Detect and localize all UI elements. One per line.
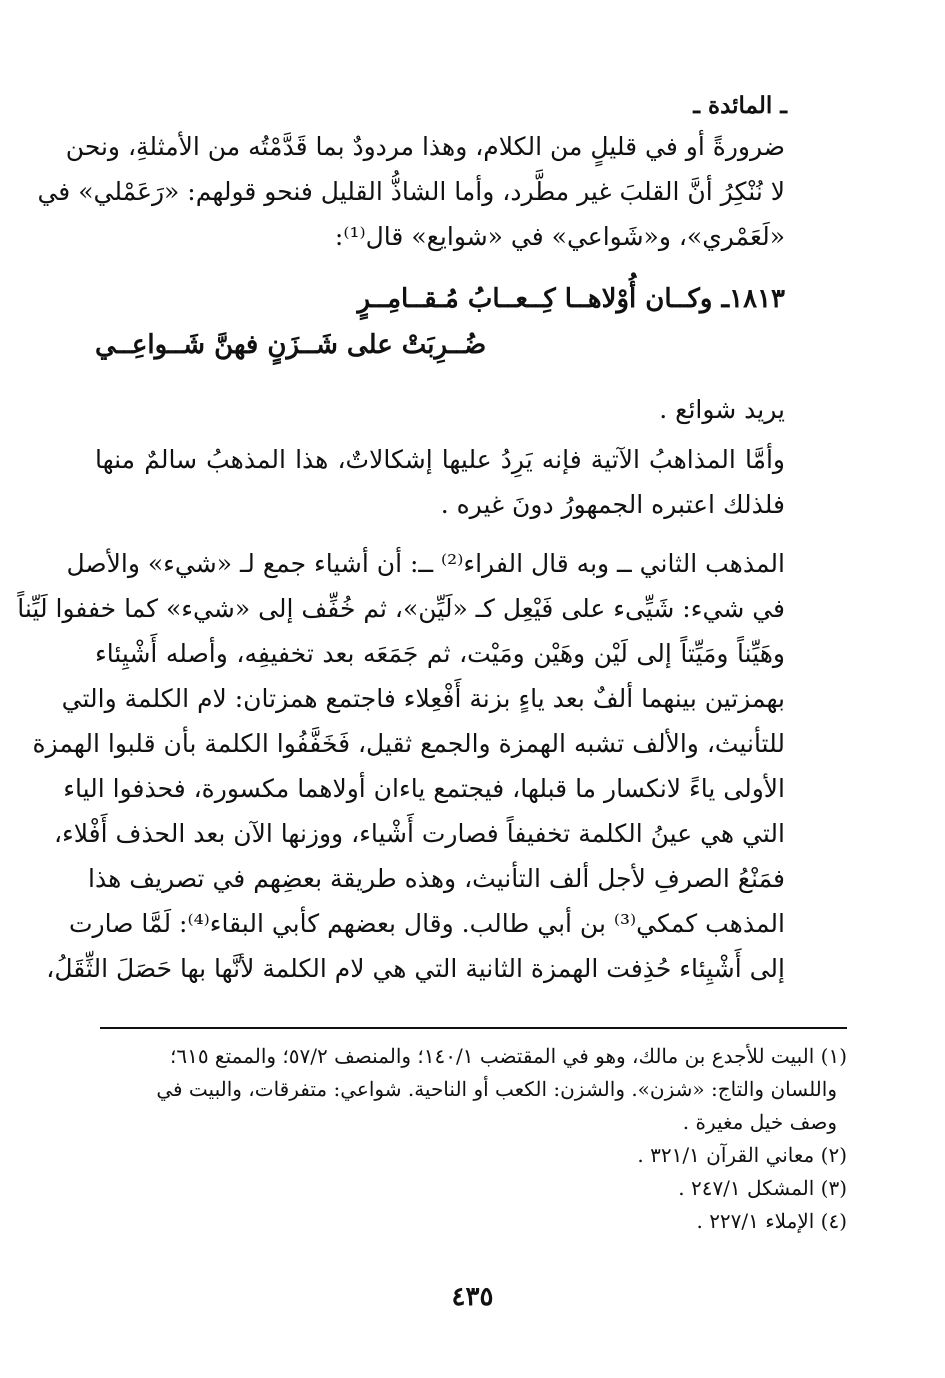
- text-line: المذهب الثاني ــ وبه قال الفراء⁽²⁾ ــ: أن أشياء جمع لـ «شيء» والأصل: [66, 549, 785, 578]
- paragraph-1: [37, 124, 785, 259]
- text-line: وهَيِّناً ومَيِّتاً إلى لَيْن وهَيْن ومَيْت، ثم جَمَعَه بعد تخفيفِه، وأصله أَشْيِئاء: [95, 639, 785, 668]
- footnote-line: واللسان والتاج: «شزن». والشزن: الكعب أو الناحية. شواعي: متفرقات، والبيت في: [156, 1077, 837, 1101]
- footnote-line: وصف خيل مغيرة .: [682, 1110, 837, 1134]
- text-line: ضرورةً أو في قليلٍ من الكلام، وهذا مردودٌ بما قَدَّمْتُه من الأمثلةِ، ونحن: [65, 132, 785, 161]
- text-line: لا نُنْكِرُ أنَّ القلبَ غير مطَّرد، وأما الشاذُّ القليل فنحو قولهم: «رَعَمْلي» في: [37, 177, 785, 206]
- text-line: إلى أَشْيِئاء حُذِفت الهمزة الثانية التي هي لام الكلمة لأنَّها بها حَصَلَ الثِّقَلُ،: [46, 954, 785, 983]
- paragraph-4: [17, 541, 785, 991]
- text-line: يريد شوائع .: [659, 395, 785, 424]
- footnote-line: (٣) المشكل ٢٤٧/١ .: [678, 1176, 847, 1200]
- text-line: للتأنيث، والألف تشبه الهمزة والجمع ثقيل، فَخَفَّفُوا الكلمة بأن قلبوا الهمزة: [32, 729, 785, 758]
- running-header: ـ المائدة ـ: [693, 92, 787, 119]
- text-line: فلذلك اعتبره الجمهورُ دونَ غيره .: [440, 490, 785, 519]
- verse-first-hemistich: ١٨١٣ـ وكــان أُوْلاهــا كِــعــابُ مُـقــامِــرٍ: [357, 284, 785, 314]
- text-line: في شيء: شَيِّىء على فَيْعِل كـ «لَيِّن»، ثم خُفِّف إلى «شيء» كما خففوا لَيِّناً: [17, 594, 785, 623]
- footnote-line: (١) البيت للأجدع بن مالك، وهو في المقتضب ١٤٠/١؛ والمنصف ٥٧/٢؛ والممتع ٦١٥؛: [169, 1044, 847, 1068]
- text-line: التي هي عينُ الكلمة تخفيفاً فصارت أَشْياء، ووزنها الآن بعد الحذف أَفْلاء،: [53, 819, 785, 848]
- text-line: الأولى ياءً لانكسار ما قبلها، فيجتمع ياءان أولاهما مكسورة، فحذفوا الياء: [63, 774, 785, 803]
- verse-second-hemistich: ضُــرِبَتْ على شَــزَنٍ فهنَّ شَــواعِــي: [95, 330, 487, 360]
- text-line: فمَنْعُ الصرفِ لأجل ألف التأنيث، وهذه طريقة بعضِهم في تصريف هذا: [88, 864, 785, 893]
- footnotes: [92, 1040, 847, 1238]
- text-line: المذهب كمكي⁽³⁾ بن أبي طالب. وقال بعضهم كأبي البقاء⁽⁴⁾: لَمَّا صارت: [68, 909, 785, 938]
- footnote-line: (٢) معاني القرآن ٣٢١/١ .: [637, 1143, 847, 1167]
- footnote-line: (٤) الإملاء ٢٢٧/١ .: [696, 1209, 847, 1233]
- page-number: ٤٣٥: [451, 1282, 494, 1312]
- text-line: وأمَّا المذاهبُ الآتية فإنه يَرِدُ عليها إشكالاتٌ، هذا المذهبُ سالمٌ منها: [95, 445, 785, 474]
- footnote-divider: [100, 1027, 847, 1029]
- text-line: بهمزتين بينهما ألفٌ بعد ياءٍ بزنة أَفْعِلاء فاجتمع همزتان: لام الكلمة والتي: [61, 684, 785, 713]
- paragraph-2: [95, 387, 785, 432]
- paragraph-3: [95, 437, 785, 527]
- text-line: «لَعَمْري»، و«شَواعي» في «شوايع» قال⁽¹⁾:: [334, 222, 785, 251]
